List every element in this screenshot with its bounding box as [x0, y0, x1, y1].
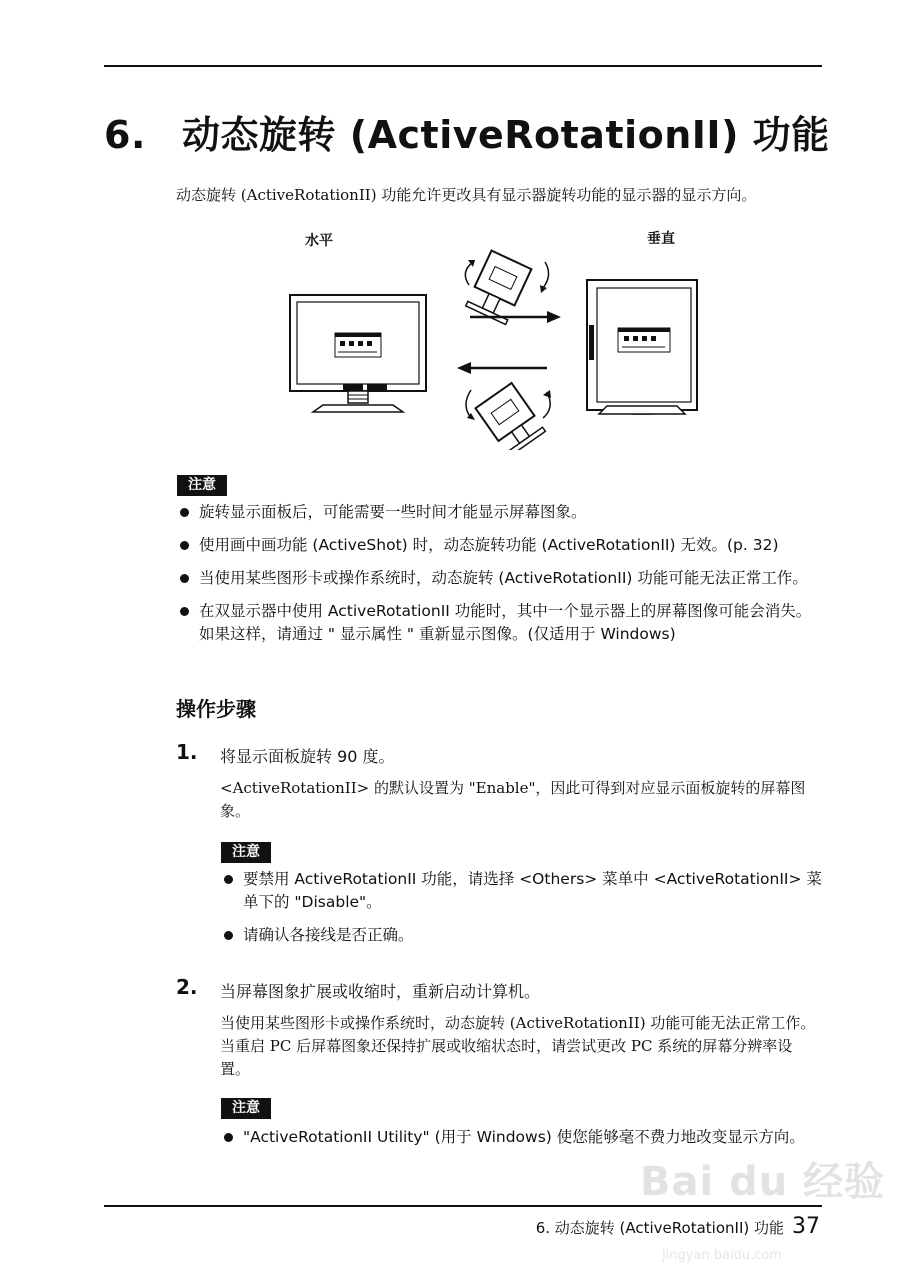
notes-list — [177, 501, 825, 656]
note-badge: 注意 — [177, 475, 227, 496]
rotating-monitor-bottom-icon — [476, 383, 546, 450]
rotate-arrow-top-left-icon — [465, 262, 473, 285]
label-horizontal: 水平 — [305, 233, 333, 249]
note-item: 要禁用 ActiveRotationII 功能，请选择 <Others> 菜单中 <ActiveRotationII> 菜单下的 "Disable"。 — [221, 868, 825, 914]
note-item: 请确认各接线是否正确。 — [221, 924, 825, 947]
step-number: 1. — [176, 740, 198, 764]
note-item: "ActiveRotationII Utility" (用于 Windows) 使您能够毫不费力地改变显示方向。 — [221, 1126, 825, 1149]
step-description: 当使用某些图形卡或操作系统时，动态旋转 (ActiveRotationII) 功能可能无法正常工作。当重启 PC 后屏幕图象还保持扩展或收缩状态时，请尝试更改 PC 系统的屏幕分辨率设置。 — [220, 1014, 816, 1078]
note-item: 使用画中画功能 (ActiveShot) 时，动态旋转功能 (ActiveRotationII) 无效。(p. 32) — [177, 534, 825, 557]
rotate-arrow-bottom-left-icon — [466, 390, 471, 418]
footer-section-title: 6. 动态旋转 (ActiveRotationII) 功能 — [535, 1219, 784, 1237]
note-item: 当使用某些图形卡或操作系统时，动态旋转 (ActiveRotationII) 功能可能无法正常工作。 — [177, 567, 825, 590]
note-badge: 注意 — [221, 1098, 271, 1119]
rotate-arrow-top-right-icon — [543, 262, 549, 288]
vertical-monitor-icon — [587, 280, 697, 414]
notes-list — [221, 868, 825, 957]
baidu-watermark-url: jingyan.baidu.com — [662, 1248, 782, 1263]
label-vertical: 垂直 — [647, 231, 675, 247]
procedure-heading: 操作步骤 — [176, 697, 256, 721]
bottom-rule — [104, 1205, 822, 1207]
note-item: 旋转显示面板后，可能需要一些时间才能显示屏幕图象。 — [177, 501, 825, 524]
arrow-left-icon — [457, 362, 547, 374]
section-title: 动态旋转 (ActiveRotationII) 功能 — [182, 113, 830, 157]
step-description: <ActiveRotationII> 的默认设置为 "Enable"，因此可得到对应显示面板旋转的屏幕图象。 — [220, 779, 806, 820]
step-title: 将显示面板旋转 90 度。 — [220, 747, 395, 766]
step-title: 当屏幕图象扩展或收缩时，重新启动计算机。 — [220, 982, 541, 1001]
note-item: 在双显示器中使用 ActiveRotationII 功能时，其中一个显示器上的屏幕图像可能会消失。如果这样，请通过 " 显示属性 " 重新显示图像。(仅适用于 Windows) — [177, 600, 825, 646]
page-title — [104, 104, 830, 159]
section-number: 6. — [104, 113, 146, 157]
step-number: 2. — [176, 975, 198, 999]
page-number: 37 — [792, 1214, 820, 1239]
rotating-monitor-top-icon — [466, 251, 532, 325]
top-rule — [104, 65, 822, 67]
baidu-watermark: Bai du 经验 — [640, 1159, 886, 1205]
horizontal-monitor-icon — [290, 295, 426, 412]
note-badge: 注意 — [221, 842, 271, 863]
intro-paragraph: 动态旋转 (ActiveRotationII) 功能允许更改具有显示器旋转功能的显示器的显示方向。 — [176, 186, 757, 204]
rotation-illustration — [285, 240, 705, 450]
page-footer — [536, 1214, 820, 1239]
